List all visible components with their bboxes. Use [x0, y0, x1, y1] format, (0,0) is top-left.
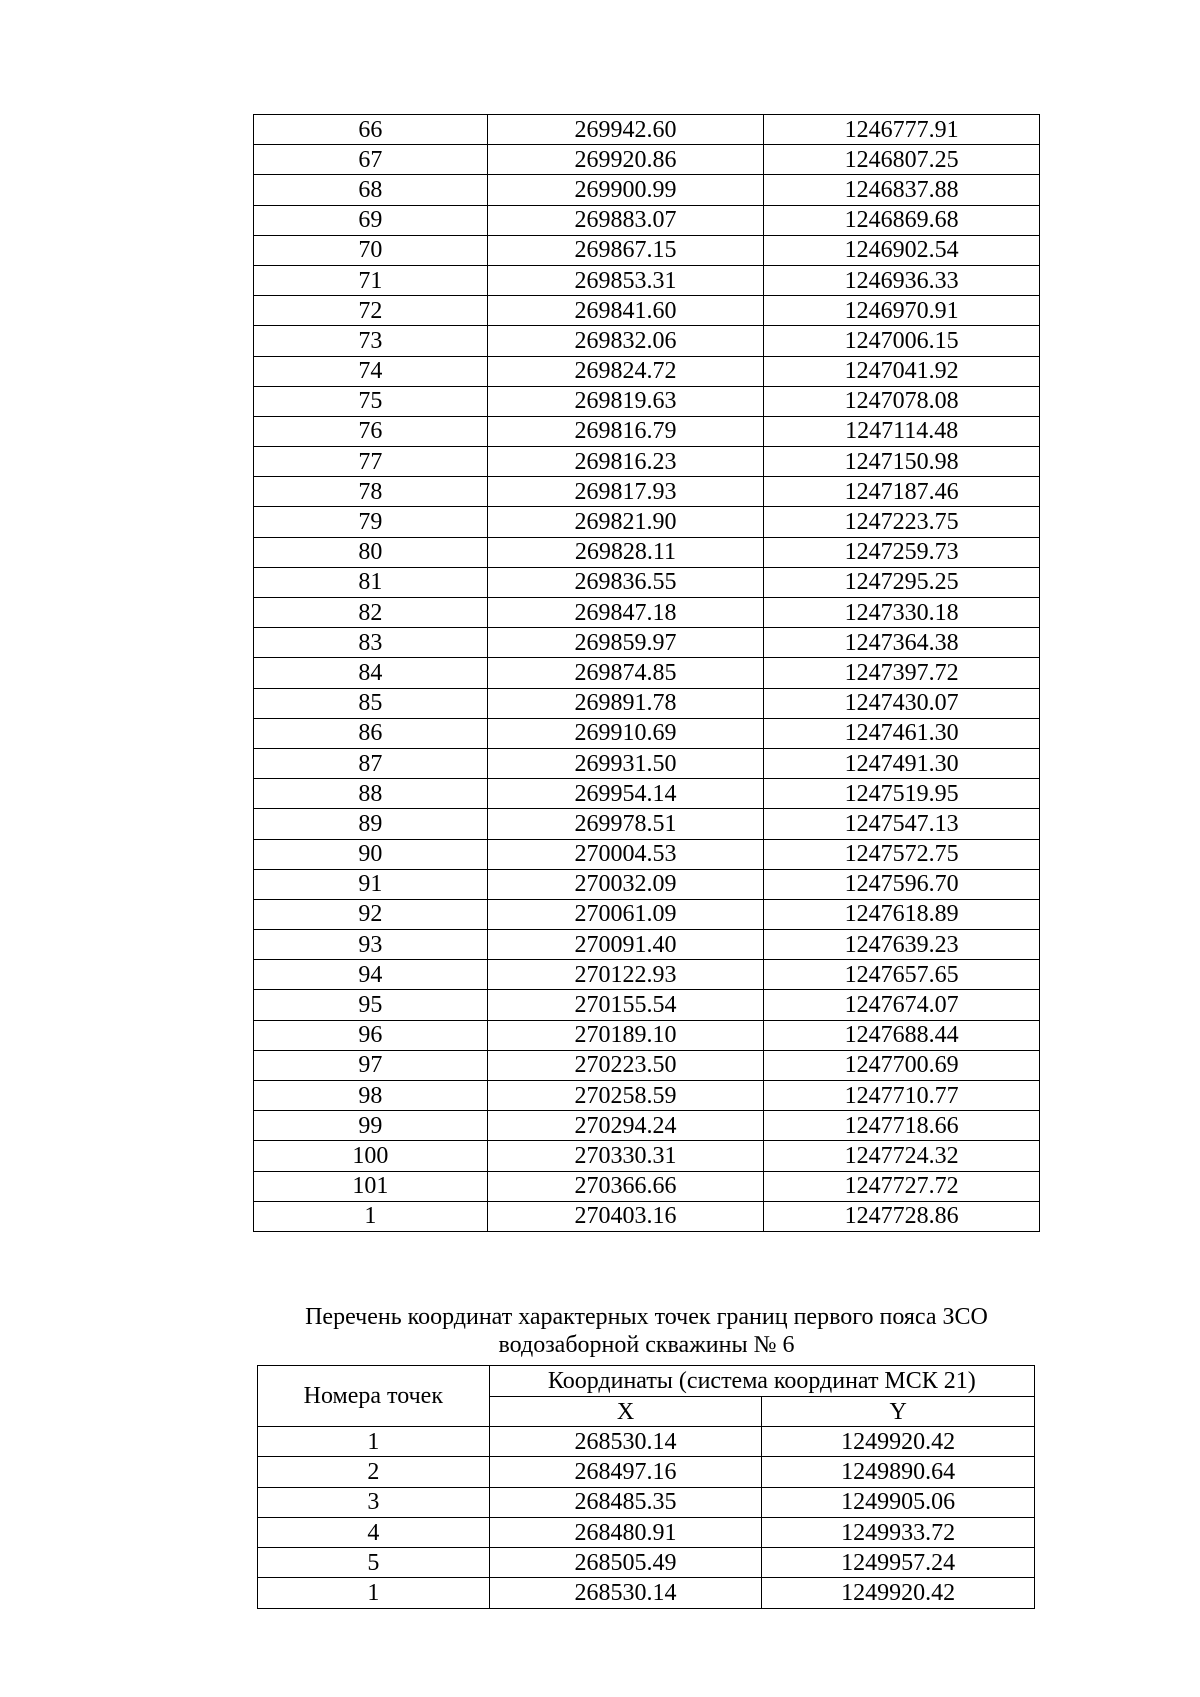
y-coordinate-cell: 1247114.48 — [764, 416, 1040, 446]
table-row — [254, 748, 1040, 778]
section-caption — [253, 1303, 1040, 1359]
y-coordinate-cell: 1247688.44 — [764, 1020, 1040, 1050]
table-row — [254, 507, 1040, 537]
x-coordinate-cell: 270223.50 — [487, 1050, 764, 1080]
point-number-cell: 88 — [254, 779, 488, 809]
point-number-cell: 81 — [254, 567, 488, 597]
y-coordinate-cell: 1249920.42 — [762, 1578, 1035, 1608]
point-number-cell: 77 — [254, 447, 488, 477]
coordinates-table-continued — [253, 114, 1040, 1232]
y-coordinate-cell: 1246777.91 — [764, 115, 1040, 145]
header-coordinates: Координаты (система координат МСК 21) — [489, 1366, 1034, 1397]
point-number-cell: 94 — [254, 960, 488, 990]
x-coordinate-cell: 269954.14 — [487, 779, 764, 809]
y-coordinate-cell: 1247150.98 — [764, 447, 1040, 477]
x-coordinate-cell: 269832.06 — [487, 326, 764, 356]
table-row — [254, 356, 1040, 386]
table-row — [254, 688, 1040, 718]
table-row — [258, 1487, 1035, 1517]
point-number-cell: 98 — [254, 1081, 488, 1111]
y-coordinate-cell: 1247596.70 — [764, 869, 1040, 899]
point-number-cell: 97 — [254, 1050, 488, 1080]
y-coordinate-cell: 1247639.23 — [764, 930, 1040, 960]
x-coordinate-cell: 269841.60 — [487, 296, 764, 326]
table-row — [258, 1457, 1035, 1487]
table-row — [254, 1111, 1040, 1141]
y-coordinate-cell: 1247657.65 — [764, 960, 1040, 990]
point-number-cell: 92 — [254, 899, 488, 929]
table-row — [254, 205, 1040, 235]
point-number-cell: 4 — [258, 1517, 490, 1547]
point-number-cell: 78 — [254, 477, 488, 507]
table-row — [254, 779, 1040, 809]
point-number-cell: 91 — [254, 869, 488, 899]
x-coordinate-cell: 269821.90 — [487, 507, 764, 537]
point-number-cell: 1 — [258, 1578, 490, 1608]
point-number-cell: 99 — [254, 1111, 488, 1141]
point-number-cell: 74 — [254, 356, 488, 386]
table-row — [254, 1020, 1040, 1050]
table-row — [254, 265, 1040, 295]
caption-line-2: водозаборной скважины № 6 — [498, 1332, 795, 1358]
table-row — [254, 1141, 1040, 1171]
x-coordinate-cell: 270330.31 — [487, 1141, 764, 1171]
y-coordinate-cell: 1249905.06 — [762, 1487, 1035, 1517]
point-number-cell: 3 — [258, 1487, 490, 1517]
x-coordinate-cell: 269978.51 — [487, 809, 764, 839]
point-number-cell: 76 — [254, 416, 488, 446]
table-row — [254, 1201, 1040, 1231]
point-number-cell: 5 — [258, 1548, 490, 1578]
point-number-cell: 70 — [254, 235, 488, 265]
x-coordinate-cell: 268485.35 — [489, 1487, 762, 1517]
x-coordinate-cell: 269931.50 — [487, 748, 764, 778]
x-coordinate-cell: 270155.54 — [487, 990, 764, 1020]
point-number-cell: 96 — [254, 1020, 488, 1050]
table-row — [254, 809, 1040, 839]
table-row — [254, 930, 1040, 960]
x-coordinate-cell: 270366.66 — [487, 1171, 764, 1201]
x-coordinate-cell: 268497.16 — [489, 1457, 762, 1487]
point-number-cell: 84 — [254, 658, 488, 688]
x-coordinate-cell: 269836.55 — [487, 567, 764, 597]
y-coordinate-cell: 1247724.32 — [764, 1141, 1040, 1171]
y-coordinate-cell: 1247519.95 — [764, 779, 1040, 809]
table-row — [254, 658, 1040, 688]
table-row — [254, 326, 1040, 356]
table-row — [254, 145, 1040, 175]
y-coordinate-cell: 1247078.08 — [764, 386, 1040, 416]
y-coordinate-cell: 1247223.75 — [764, 507, 1040, 537]
header-row — [258, 1366, 1035, 1397]
point-number-cell: 71 — [254, 265, 488, 295]
table-row — [254, 386, 1040, 416]
header-y: Y — [762, 1397, 1035, 1427]
point-number-cell: 93 — [254, 930, 488, 960]
x-coordinate-cell: 269824.72 — [487, 356, 764, 386]
x-coordinate-cell: 268530.14 — [489, 1427, 762, 1457]
x-coordinate-cell: 270004.53 — [487, 839, 764, 869]
x-coordinate-cell: 269816.23 — [487, 447, 764, 477]
y-coordinate-cell: 1247727.72 — [764, 1171, 1040, 1201]
caption-line-1: Перечень координат характерных точек границ первого пояса ЗСО — [305, 1304, 988, 1330]
point-number-cell: 1 — [254, 1201, 488, 1231]
table-row — [254, 235, 1040, 265]
table-row — [254, 628, 1040, 658]
table-row — [254, 296, 1040, 326]
y-coordinate-cell: 1247430.07 — [764, 688, 1040, 718]
x-coordinate-cell: 269816.79 — [487, 416, 764, 446]
x-coordinate-cell: 269920.86 — [487, 145, 764, 175]
y-coordinate-cell: 1247572.75 — [764, 839, 1040, 869]
y-coordinate-cell: 1249957.24 — [762, 1548, 1035, 1578]
point-number-cell: 1 — [258, 1427, 490, 1457]
table-row — [254, 1081, 1040, 1111]
y-coordinate-cell: 1247041.92 — [764, 356, 1040, 386]
y-coordinate-cell: 1249890.64 — [762, 1457, 1035, 1487]
x-coordinate-cell: 269874.85 — [487, 658, 764, 688]
header-x: X — [489, 1397, 762, 1427]
y-coordinate-cell: 1247710.77 — [764, 1081, 1040, 1111]
x-coordinate-cell: 268530.14 — [489, 1578, 762, 1608]
y-coordinate-cell: 1247259.73 — [764, 537, 1040, 567]
x-coordinate-cell: 269853.31 — [487, 265, 764, 295]
table-row — [254, 869, 1040, 899]
x-coordinate-cell: 269828.11 — [487, 537, 764, 567]
x-coordinate-cell: 268480.91 — [489, 1517, 762, 1547]
y-coordinate-cell: 1249933.72 — [762, 1517, 1035, 1547]
table-row — [254, 537, 1040, 567]
point-number-cell: 83 — [254, 628, 488, 658]
point-number-cell: 72 — [254, 296, 488, 326]
table-row — [254, 1171, 1040, 1201]
x-coordinate-cell: 270032.09 — [487, 869, 764, 899]
header-point-numbers: Номера точек — [258, 1366, 490, 1427]
x-coordinate-cell: 269847.18 — [487, 598, 764, 628]
table-row — [258, 1517, 1035, 1547]
table-header — [258, 1366, 1035, 1427]
table-row — [254, 447, 1040, 477]
point-number-cell: 101 — [254, 1171, 488, 1201]
table-row — [258, 1578, 1035, 1608]
y-coordinate-cell: 1247718.66 — [764, 1111, 1040, 1141]
coordinates-table-body — [254, 115, 1040, 1232]
x-coordinate-cell: 269910.69 — [487, 718, 764, 748]
table-row — [254, 899, 1040, 929]
y-coordinate-cell: 1247547.13 — [764, 809, 1040, 839]
y-coordinate-cell: 1246807.25 — [764, 145, 1040, 175]
x-coordinate-cell: 270061.09 — [487, 899, 764, 929]
point-number-cell: 89 — [254, 809, 488, 839]
y-coordinate-cell: 1247364.38 — [764, 628, 1040, 658]
y-coordinate-cell: 1247618.89 — [764, 899, 1040, 929]
y-coordinate-cell: 1246970.91 — [764, 296, 1040, 326]
y-coordinate-cell: 1246902.54 — [764, 235, 1040, 265]
x-coordinate-cell: 270403.16 — [487, 1201, 764, 1231]
point-number-cell: 90 — [254, 839, 488, 869]
y-coordinate-cell: 1249920.42 — [762, 1427, 1035, 1457]
y-coordinate-cell: 1247397.72 — [764, 658, 1040, 688]
y-coordinate-cell: 1247461.30 — [764, 718, 1040, 748]
point-number-cell: 80 — [254, 537, 488, 567]
table-row — [254, 839, 1040, 869]
point-number-cell: 100 — [254, 1141, 488, 1171]
table-row — [254, 1050, 1040, 1080]
point-number-cell: 66 — [254, 115, 488, 145]
point-number-cell: 82 — [254, 598, 488, 628]
x-coordinate-cell: 270189.10 — [487, 1020, 764, 1050]
y-coordinate-cell: 1247006.15 — [764, 326, 1040, 356]
well-6-coordinates-table — [257, 1365, 1035, 1609]
x-coordinate-cell: 270258.59 — [487, 1081, 764, 1111]
y-coordinate-cell: 1247491.30 — [764, 748, 1040, 778]
y-coordinate-cell: 1247330.18 — [764, 598, 1040, 628]
x-coordinate-cell: 269942.60 — [487, 115, 764, 145]
table-row — [258, 1548, 1035, 1578]
point-number-cell: 68 — [254, 175, 488, 205]
x-coordinate-cell: 270122.93 — [487, 960, 764, 990]
table-row — [254, 990, 1040, 1020]
x-coordinate-cell: 270294.24 — [487, 1111, 764, 1141]
table-row — [254, 416, 1040, 446]
x-coordinate-cell: 269891.78 — [487, 688, 764, 718]
table-row — [254, 960, 1040, 990]
table-row — [258, 1427, 1035, 1457]
point-number-cell: 2 — [258, 1457, 490, 1487]
y-coordinate-cell: 1247700.69 — [764, 1050, 1040, 1080]
point-number-cell: 87 — [254, 748, 488, 778]
y-coordinate-cell: 1246936.33 — [764, 265, 1040, 295]
point-number-cell: 79 — [254, 507, 488, 537]
x-coordinate-cell: 268505.49 — [489, 1548, 762, 1578]
x-coordinate-cell: 269859.97 — [487, 628, 764, 658]
x-coordinate-cell: 269883.07 — [487, 205, 764, 235]
point-number-cell: 69 — [254, 205, 488, 235]
table-row — [254, 115, 1040, 145]
point-number-cell: 86 — [254, 718, 488, 748]
y-coordinate-cell: 1246837.88 — [764, 175, 1040, 205]
point-number-cell: 95 — [254, 990, 488, 1020]
y-coordinate-cell: 1246869.68 — [764, 205, 1040, 235]
well-6-table-body — [258, 1427, 1035, 1609]
table-row — [254, 175, 1040, 205]
x-coordinate-cell: 269817.93 — [487, 477, 764, 507]
point-number-cell: 85 — [254, 688, 488, 718]
table-row — [254, 598, 1040, 628]
point-number-cell: 75 — [254, 386, 488, 416]
y-coordinate-cell: 1247674.07 — [764, 990, 1040, 1020]
table-row — [254, 718, 1040, 748]
table-row — [254, 567, 1040, 597]
table-row — [254, 477, 1040, 507]
x-coordinate-cell: 269867.15 — [487, 235, 764, 265]
x-coordinate-cell: 269819.63 — [487, 386, 764, 416]
x-coordinate-cell: 269900.99 — [487, 175, 764, 205]
y-coordinate-cell: 1247187.46 — [764, 477, 1040, 507]
point-number-cell: 73 — [254, 326, 488, 356]
y-coordinate-cell: 1247728.86 — [764, 1201, 1040, 1231]
y-coordinate-cell: 1247295.25 — [764, 567, 1040, 597]
point-number-cell: 67 — [254, 145, 488, 175]
x-coordinate-cell: 270091.40 — [487, 930, 764, 960]
